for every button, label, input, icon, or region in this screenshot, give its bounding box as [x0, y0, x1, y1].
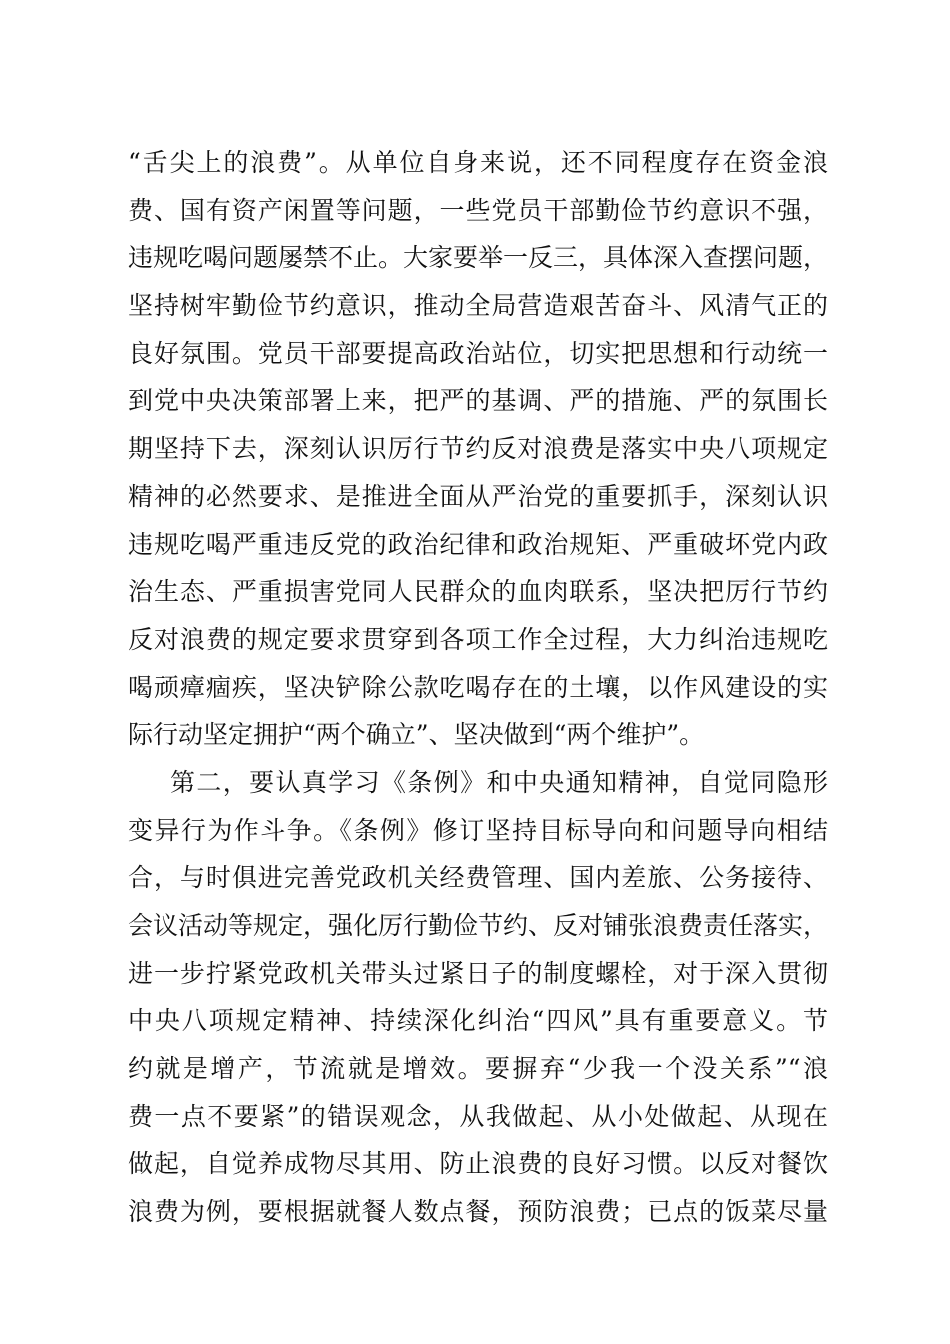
- text-line: 费、国有资产闲置等问题，一些党员干部勤俭节约意识不强，: [128, 195, 828, 225]
- text-line: 费一点不要紧”的错误观念，从我做起、从小处做起、从现在: [128, 1101, 828, 1131]
- text-line: 违规吃喝严重违反党的政治纪律和政治规矩、严重破坏党内政: [128, 529, 828, 559]
- text-line: 变异行为作斗争。《条例》修订坚持目标导向和问题导向相结: [128, 815, 828, 845]
- paragraph-end-line: 际行动坚定拥护“两个确立”、坚决做到“两个维护”。: [128, 720, 705, 750]
- text-line: 会议活动等规定，强化厉行勤俭节约、反对铺张浪费责任落实，: [128, 911, 829, 940]
- text-line: 坚持树牢勤俭节约意识，推动全局营造艰苦奋斗、风清气正的: [128, 291, 828, 321]
- text-line: 浪费为例，要根据就餐人数点餐，预防浪费；已点的饭菜尽量: [128, 1197, 828, 1227]
- text-line: “舌尖上的浪费”。从单位自身来说，还不同程度存在资金浪: [128, 148, 828, 177]
- text-line: 良好氛围。党员干部要提高政治站位，切实把思想和行动统一: [128, 338, 828, 368]
- text-line: 合，与时俱进完善党政机关经费管理、国内差旅、公务接待、: [128, 863, 828, 893]
- text-line: 违规吃喝问题屡禁不止。大家要举一反三，具体深入查摆问题，: [128, 243, 829, 273]
- text-line: 做起，自觉养成物尽其用、防止浪费的良好习惯。以反对餐饮: [128, 1149, 828, 1179]
- paragraph-start-line: 第二，要认真学习《条例》和中央通知精神，自觉同隐形: [170, 767, 828, 797]
- text-line: 到党中央决策部署上来，把严的基调、严的措施、严的氛围长: [128, 386, 828, 416]
- text-line: 期坚持下去，深刻认识厉行节约反对浪费是落实中央八项规定: [128, 434, 828, 464]
- text-line: 喝顽瘴痼疾，坚决铲除公款吃喝存在的土壤，以作风建设的实: [128, 672, 828, 702]
- text-line: 反对浪费的规定要求贯穿到各项工作全过程，大力纠治违规吃: [128, 624, 828, 654]
- text-line: 治生态、严重损害党同人民群众的血肉联系，坚决把厉行节约: [128, 577, 828, 607]
- document-body-text: [128, 139, 828, 1236]
- text-line: 进一步拧紧党政机关带头过紧日子的制度螺栓，对于深入贯彻: [128, 958, 828, 988]
- text-line: 中央八项规定精神、持续深化纠治“四风”具有重要意义。节: [128, 1006, 828, 1036]
- text-line: 约就是增产，节流就是增效。要摒弃“少我一个没关系”“浪: [128, 1054, 828, 1084]
- text-line: 精神的必然要求、是推进全面从严治党的重要抓手，深刻认识: [128, 481, 828, 511]
